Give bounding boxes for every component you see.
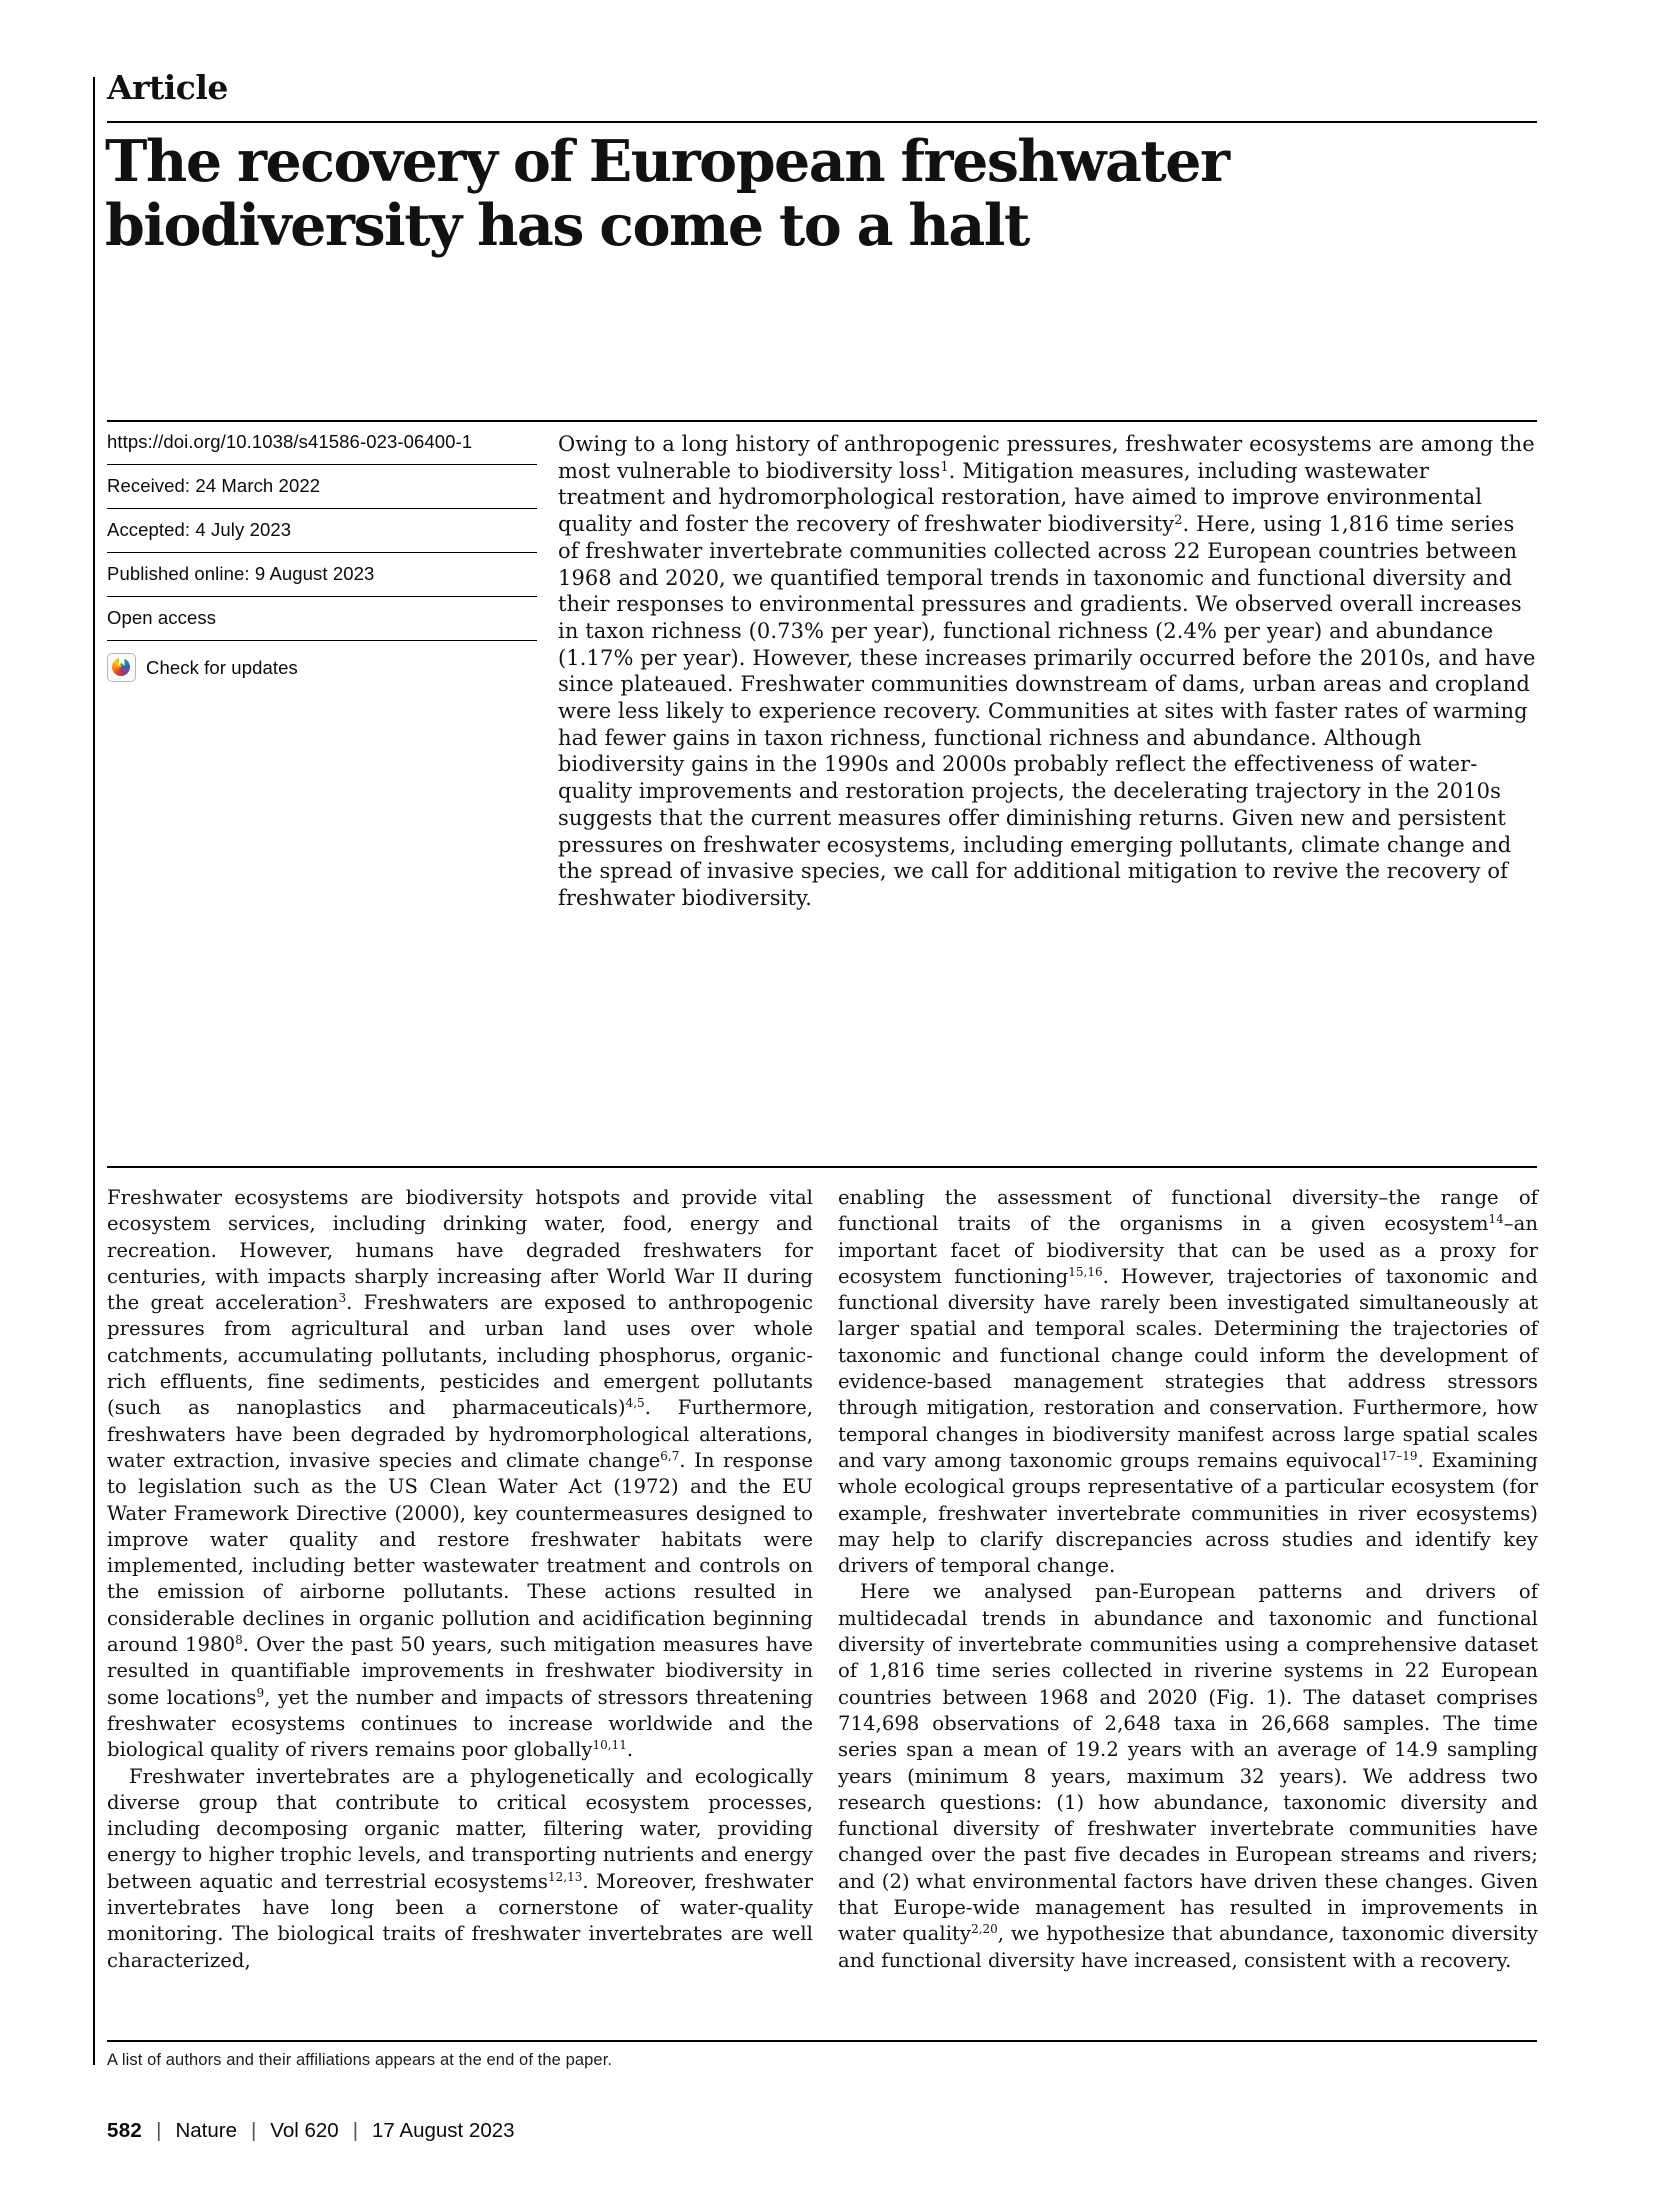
body-column-left <box>107 1185 813 1974</box>
doi-link[interactable]: https://doi.org/10.1038/s41586-023-06400-1 <box>107 421 537 465</box>
metadata-panel <box>107 421 537 693</box>
authors-footnote: A list of authors and their affiliations appears at the end of the paper. <box>107 2051 613 2069</box>
check-for-updates-label: Check for updates <box>146 656 298 678</box>
page-title <box>105 130 1229 258</box>
accepted-date: Accepted: 4 July 2023 <box>107 509 537 553</box>
open-access-label: Open access <box>107 597 537 641</box>
journal-name: Nature <box>175 2119 237 2142</box>
title-line-1: The recovery of European freshwater <box>105 128 1229 195</box>
body-paragraph: Here we analysed pan-European patterns and drivers of multidecadal trends in abundance and taxonomic and functional diversity of invertebrate communities using a comprehensive dataset of 1,816 time series collected in riverine systems in 22 European countries between 1968 and 2020 (Fig. 1). The dataset comprises 714,698 observations of 2,648 taxa in 26,668 samples. The time series span a mean of 19.2 years with an average of 14.9 sampling years (minimum 8 years, maximum 32 years). We address two research questions: (1) how abundance, taxonomic diversity and functional diversity of freshwater invertebrate communities have changed over the past five decades in European streams and rivers; and (2) what environmental factors have driven these changes. Given that Europe-wide management has resulted in improvements in water quality$^{2,20}$, we hypothesize that abundance, taxonomic diversity and functional diversity have increased, consistent with a recovery. <box>838 1580 1538 1972</box>
volume-label: Vol 620 <box>270 2119 339 2142</box>
body-column-right <box>838 1185 1538 1974</box>
body-paragraph: Freshwater ecosystems are biodiversity hotspots and provide vital ecosystem services, including drinking water, food, energy and recreation. However, humans have degraded freshwaters for centuries, with impacts sharply increasing after World War II during the great acceleration$^3$. Freshwaters are exposed to anthropogenic pressures from agricultural and urban land uses over whole catchments, accumulating pollutants, including phosphorus, organic-rich effluents, fine sediments, pesticides and emergent pollutants (such as nanoplastics and pharmaceuticals)$^{4,5}$. Furthermore, freshwaters have been degraded by hydromorphological alterations, water extraction, invasive species and climate change$^{6,7}$. In response to legislation such as the US Clean Water Act (1972) and the EU Water Framework Directive (2000), key countermeasures designed to improve water quality and restore freshwater habitats were implemented, including better wastewater treatment and controls on the emission of airborne pollutants. These actions resulted in considerable declines in organic pollution and acidification beginning around 1980$^8$. Over the past 50 years, such mitigation measures have resulted in quantifiable improvements in freshwater biodiversity in some locations$^9$, yet the number and impacts of stressors threatening freshwater ecosystems continues to increase worldwide and the biological quality of rivers remains poor globally$^{10,11}$. <box>107 1186 814 1762</box>
kicker-divider <box>107 121 1537 123</box>
page-number: 582 <box>107 2119 143 2142</box>
body-divider <box>107 1166 1537 1168</box>
issue-date: 17 August 2023 <box>372 2119 515 2142</box>
footnote-divider <box>107 2040 1537 2042</box>
body-paragraph: Freshwater invertebrates are a phylogenetically and ecologically diverse group that contribute to critical ecosystem processes, including decomposing organic matter, filtering water, providing energy to higher trophic levels, and transporting nutrients and energy between aquatic and terrestrial ecosystems$^{12,13}$. Moreover, freshwater invertebrates have long been a cornerstone of water-quality monitoring. The biological traits of freshwater invertebrates are well characterized, <box>107 1764 813 1972</box>
check-for-updates-button[interactable] <box>107 641 537 693</box>
body-paragraph: enabling the assessment of functional diversity–the range of functional traits of the organisms in a given ecosystem$^{14}$–an important facet of biodiversity that can be used as a proxy for ecosystem functioning$^{15,16}$. However, trajectories of taxonomic and functional diversity have rarely been investigated simultaneously at larger spatial and temporal scales. Determining the trajectories of taxonomic and functional change could inform the development of evidence-based management strategies that address stressors through mitigation, restoration and conservation. Furthermore, how temporal changes in biodiversity manifest across large spatial scales and vary among taxonomic groups remains equivocal$^{17-19}$. Examining whole ecological groups representative of a particular ecosystem (for example, freshwater invertebrate communities in river ecosystems) may help to clarify discrepancies across studies and identify key drivers of temporal change. <box>838 1186 1538 1578</box>
received-date: Received: 24 March 2022 <box>107 465 537 509</box>
page-left-rule <box>93 77 95 2065</box>
title-line-2: biodiversity has come to a halt <box>105 192 1029 259</box>
journal-footer: 582 | Nature | Vol 620 | 17 August 2023 <box>107 2119 515 2142</box>
abstract-text: Owing to a long history of anthropogenic pressures, freshwater ecosystems are among the most vulnerable to biodiversity loss$^1$. Mitigation measures, including wastewater treatment and hydromorphological restoration, have aimed to improve environmental quality and foster the recovery of freshwater biodiversity$^2$. Here, using 1,816 time series of freshwater invertebrate communities collected across 22 European countries between 1968 and 2020, we quantified temporal trends in taxonomic and functional diversity and their responses to environmental pressures and gradients. We observed overall increases in taxon richness (0.73% per year), functional richness (2.4% per year) and abundance (1.17% per year). However, these increases primarily occurred before the 2010s, and have since plateaued. Freshwater communities downstream of dams, urban areas and cropland were less likely to experience recovery. Communities at sites with faster rates of warming had fewer gains in taxon richness, functional richness and abundance. Although biodiversity gains in the 1990s and 2000s probably reflect the effectiveness of water-quality improvements and restoration projects, the decelerating trajectory in the 2010s suggests that the current measures offer diminishing returns. Given new and persistent pressures on freshwater ecosystems, including emerging pollutants, climate change and the spread of invasive species, we call for additional mitigation to revive the recovery of freshwater biodiversity. <box>558 432 1536 910</box>
published-date: Published online: 9 August 2023 <box>107 553 537 597</box>
crossmark-icon <box>107 653 136 682</box>
article-kicker: Article <box>107 68 228 107</box>
